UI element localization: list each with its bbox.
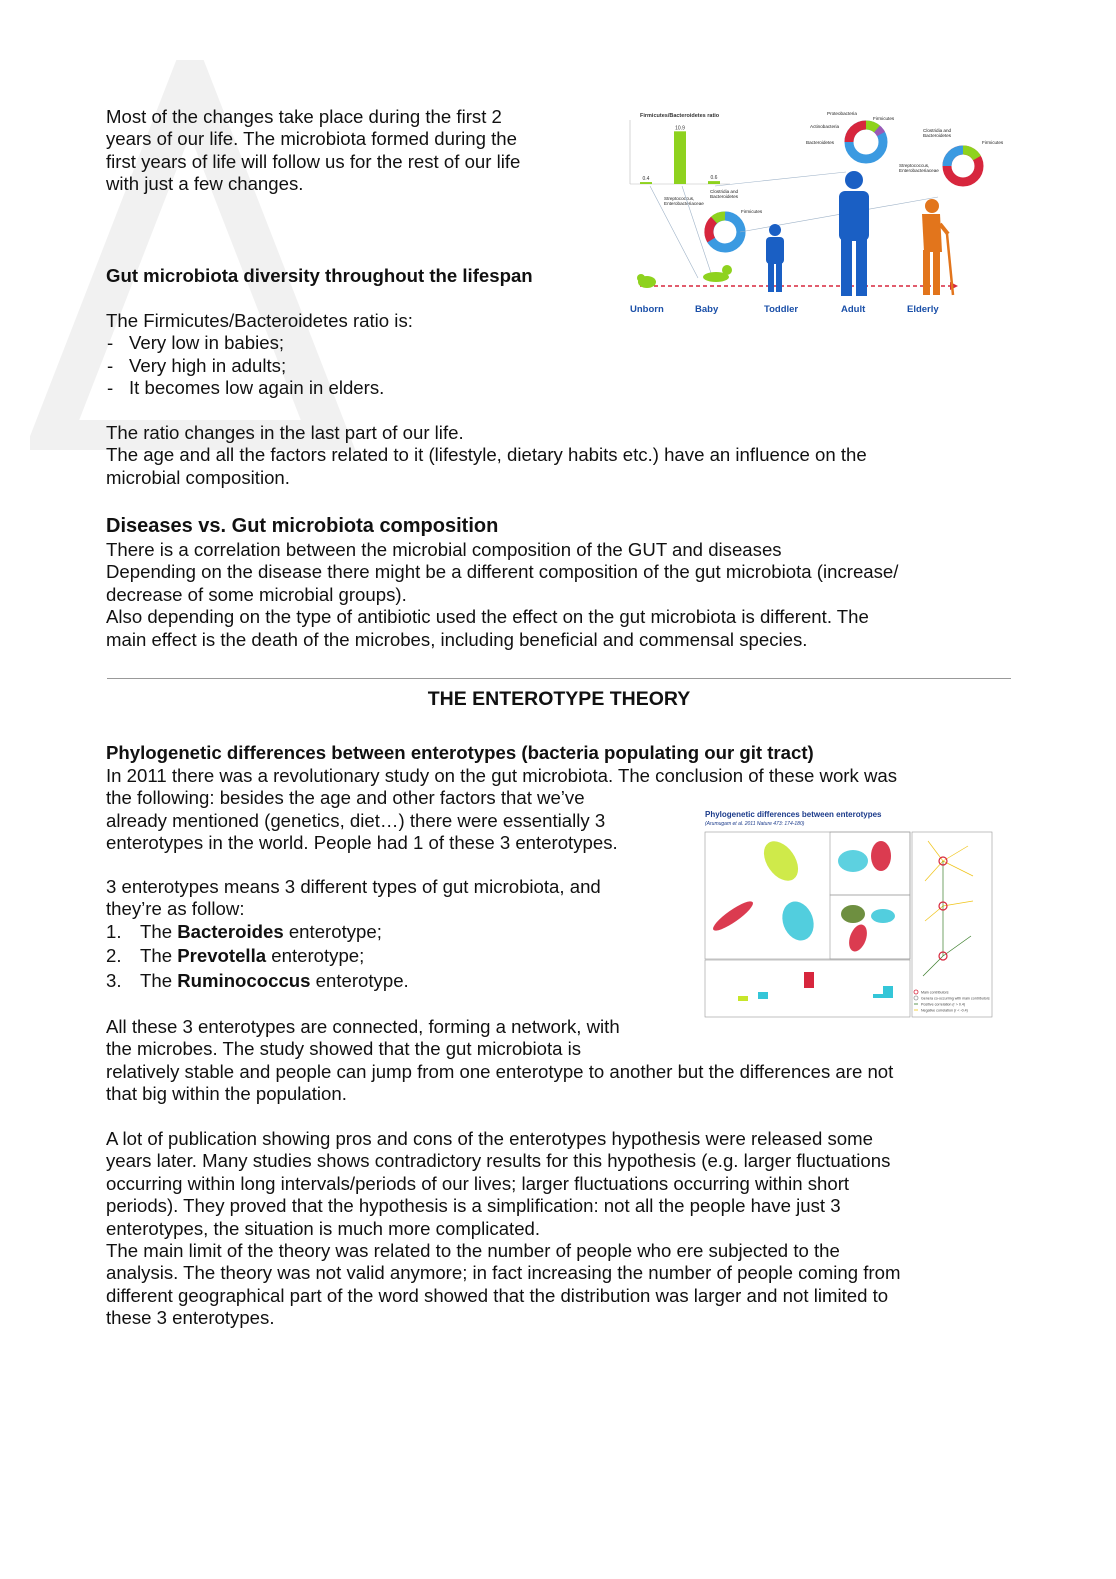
diseases-line: Also depending on the type of antibiotic used the effect on the gut microbiota is different. The [106,606,869,628]
stage-label: Baby [695,304,719,315]
elderly-label: Clostridia and [923,128,952,133]
enterotype-item: 3. The Ruminococcus enterotype. [106,969,409,991]
network-legend [914,990,990,1013]
network-paragraph [106,1016,1006,1106]
network-diagram [923,841,973,976]
stage-label: Unborn [630,304,664,315]
intro-line: years of our life. The microbiota formed during the [106,128,517,150]
stage-label: Toddler [764,304,799,315]
pub-line: these 3 enterotypes. [106,1307,275,1329]
legend-entry: Main contributors [921,990,949,995]
baby-label: Bacteroidetes [710,194,739,199]
types-intro-line: they’re as follow: [106,898,245,920]
age-line: microbial composition. [106,466,290,488]
types-intro-line: 3 enterotypes means 3 different types of gut microbiota, and [106,876,601,897]
baby-label: Enterobacteriaceae [664,201,704,206]
figure-citation: (Arumugam et al. 2011 Nature 473: 174-180) [705,821,805,827]
intro-line: Most of the changes take place during the first 2 [106,106,502,127]
legend-entry: Genera co-occurring with main contributors [921,996,990,1001]
baby-label: Firmicutes [741,209,763,214]
enterotype-item: 2. The Prevotella enterotype; [106,945,365,967]
ratio-intro: The Firmicutes/Bacteroidetes ratio is: [106,310,413,331]
adult-label: Firmicutes [873,116,895,121]
diseases-line: Depending on the disease there might be a different composition of the gut microbiota (increase/ [106,561,899,583]
elderly-figure [922,199,953,295]
baby-figure [703,265,732,282]
enterotype-list [106,921,686,995]
network-line: All these 3 enterotypes are connected, forming a network, with [106,1016,620,1037]
section-title: THE ENTEROTYPE THEORY [427,688,691,710]
baby-label: Streptococcus, [664,196,695,201]
ratio-bar-chart [630,113,730,184]
pub-line: The main limit of the theory was related to the number of people who ere subjected to the [106,1240,840,1262]
pca-scatter [710,835,895,954]
pub-line: analysis. The theory was not valid anymore; in fact increasing the number of people coming from [106,1262,901,1284]
boxplots [738,972,893,1001]
elderly-label: Streptococcus, [899,163,930,168]
enterotype-item: 1. The Bacteroides enterotype; [106,920,382,942]
intro-line: first years of life will follow us for the rest of our life [106,150,521,172]
pub-line: enterotypes, the situation is much more complicated. [106,1217,541,1239]
diseases-line: main effect is the death of the microbes, including beneficial and commensal species. [106,628,808,650]
pub-line: years later. Many studies shows contradictory results for this hypothesis (e.g. larger fluctuations [106,1150,891,1172]
study-line: already mentioned (genetics, diet…) there were essentially 3 [106,809,606,831]
types-block [106,876,686,994]
pub-line: periods). They proved that the hypothesis is a simplification: not all the people have just 3 [106,1195,841,1217]
ratio-change-paragraph [106,422,1006,489]
diseases-line: There is a correlation between the microbial composition of the GUT and diseases [106,539,782,560]
ratio-list-item: - Very high in adults; [106,355,626,377]
ratio-list-item: - It becomes low again in elders. [106,377,626,399]
publications-paragraph [106,1128,1006,1330]
pub-line: occurring within long intervals/periods of our lives; larger fluctuations occurring within short [106,1172,850,1194]
legend-entry: Positive correlation (r > 0.4) [921,1002,966,1007]
adult-label: Proteobacteria [827,111,857,116]
bar-chart-title: Firmicutes/Bacteroidetes ratio [640,113,720,119]
lifespan-heading: Gut microbiota diversity throughout the lifespan [106,265,533,286]
ratio-list-item: - Very low in babies; [106,332,626,354]
diseases-paragraph [106,539,1006,651]
section-divider [107,678,1011,679]
age-line: The age and all the factors related to it (lifestyle, dietary habits etc.) have an influence on the [106,444,867,466]
toddler-figure [766,224,784,292]
legend-entry: Negative correlation (r < -0.4) [921,1008,968,1013]
ratio-bar-label: 0.6 [710,175,718,182]
ratio-block [106,310,626,400]
lifespan-figure [620,102,1005,324]
pub-line: different geographical part of the word showed that the distribution was larger and not limited to [106,1284,889,1306]
ratio-list [106,332,626,399]
diseases-heading: Diseases vs. Gut microbiota composition [106,515,499,537]
ratio-bar-label: 0.4 [642,176,650,183]
study-line: In 2011 there was a revolutionary study on the gut microbiota. The conclusion of these work was [106,765,898,786]
ratio-change-line: The ratio changes in the last part of our life. [106,422,464,443]
adult-pie [806,111,895,159]
ratio-bar [674,131,686,184]
diseases-line: decrease of some microbial groups). [106,583,407,605]
enterotype-subheading: Phylogenetic differences between enterotypes (bacteria populating our git tract) [106,742,814,763]
network-line: relatively stable and people can jump from one enterotype to another but the differences are not [106,1060,894,1082]
elderly-label: Bacteroidetes [923,133,952,138]
ratio-bar-label: 10.9 [675,125,685,132]
study-line: enterotypes in the world. People had 1 of these 3 enterotypes. [106,832,618,854]
intro-line: with just a few changes. [106,173,304,195]
baby-label: Clostridia and [710,189,739,194]
ratio-bar [708,181,720,184]
adult-label: Actinobacteria [810,124,840,129]
study-line: the following: besides the age and other factors that we’ve [106,787,585,809]
network-line: the microbes. The study showed that the gut microbiota is [106,1038,582,1060]
ratio-bar [640,182,652,184]
intro-paragraph [106,106,586,196]
network-line: that big within the population. [106,1083,347,1105]
connector-lines [650,172,938,278]
stage-label: Elderly [907,304,939,315]
elderly-pie [899,128,1004,182]
stage-label: Adult [841,304,866,315]
figure-title: Phylogenetic differences between enterotypes [705,810,882,819]
pub-line: A lot of publication showing pros and cons of the enterotypes hypothesis were released some [106,1128,873,1149]
adult-figure [839,171,869,296]
baby-pie [664,189,763,248]
elderly-label: Enterobacteriaceae [899,168,939,173]
unborn-figure [637,274,656,288]
adult-label: Bacteroidetes [806,140,835,145]
elderly-label: Firmicutes [982,140,1004,145]
enterotype-figure [703,806,995,1020]
